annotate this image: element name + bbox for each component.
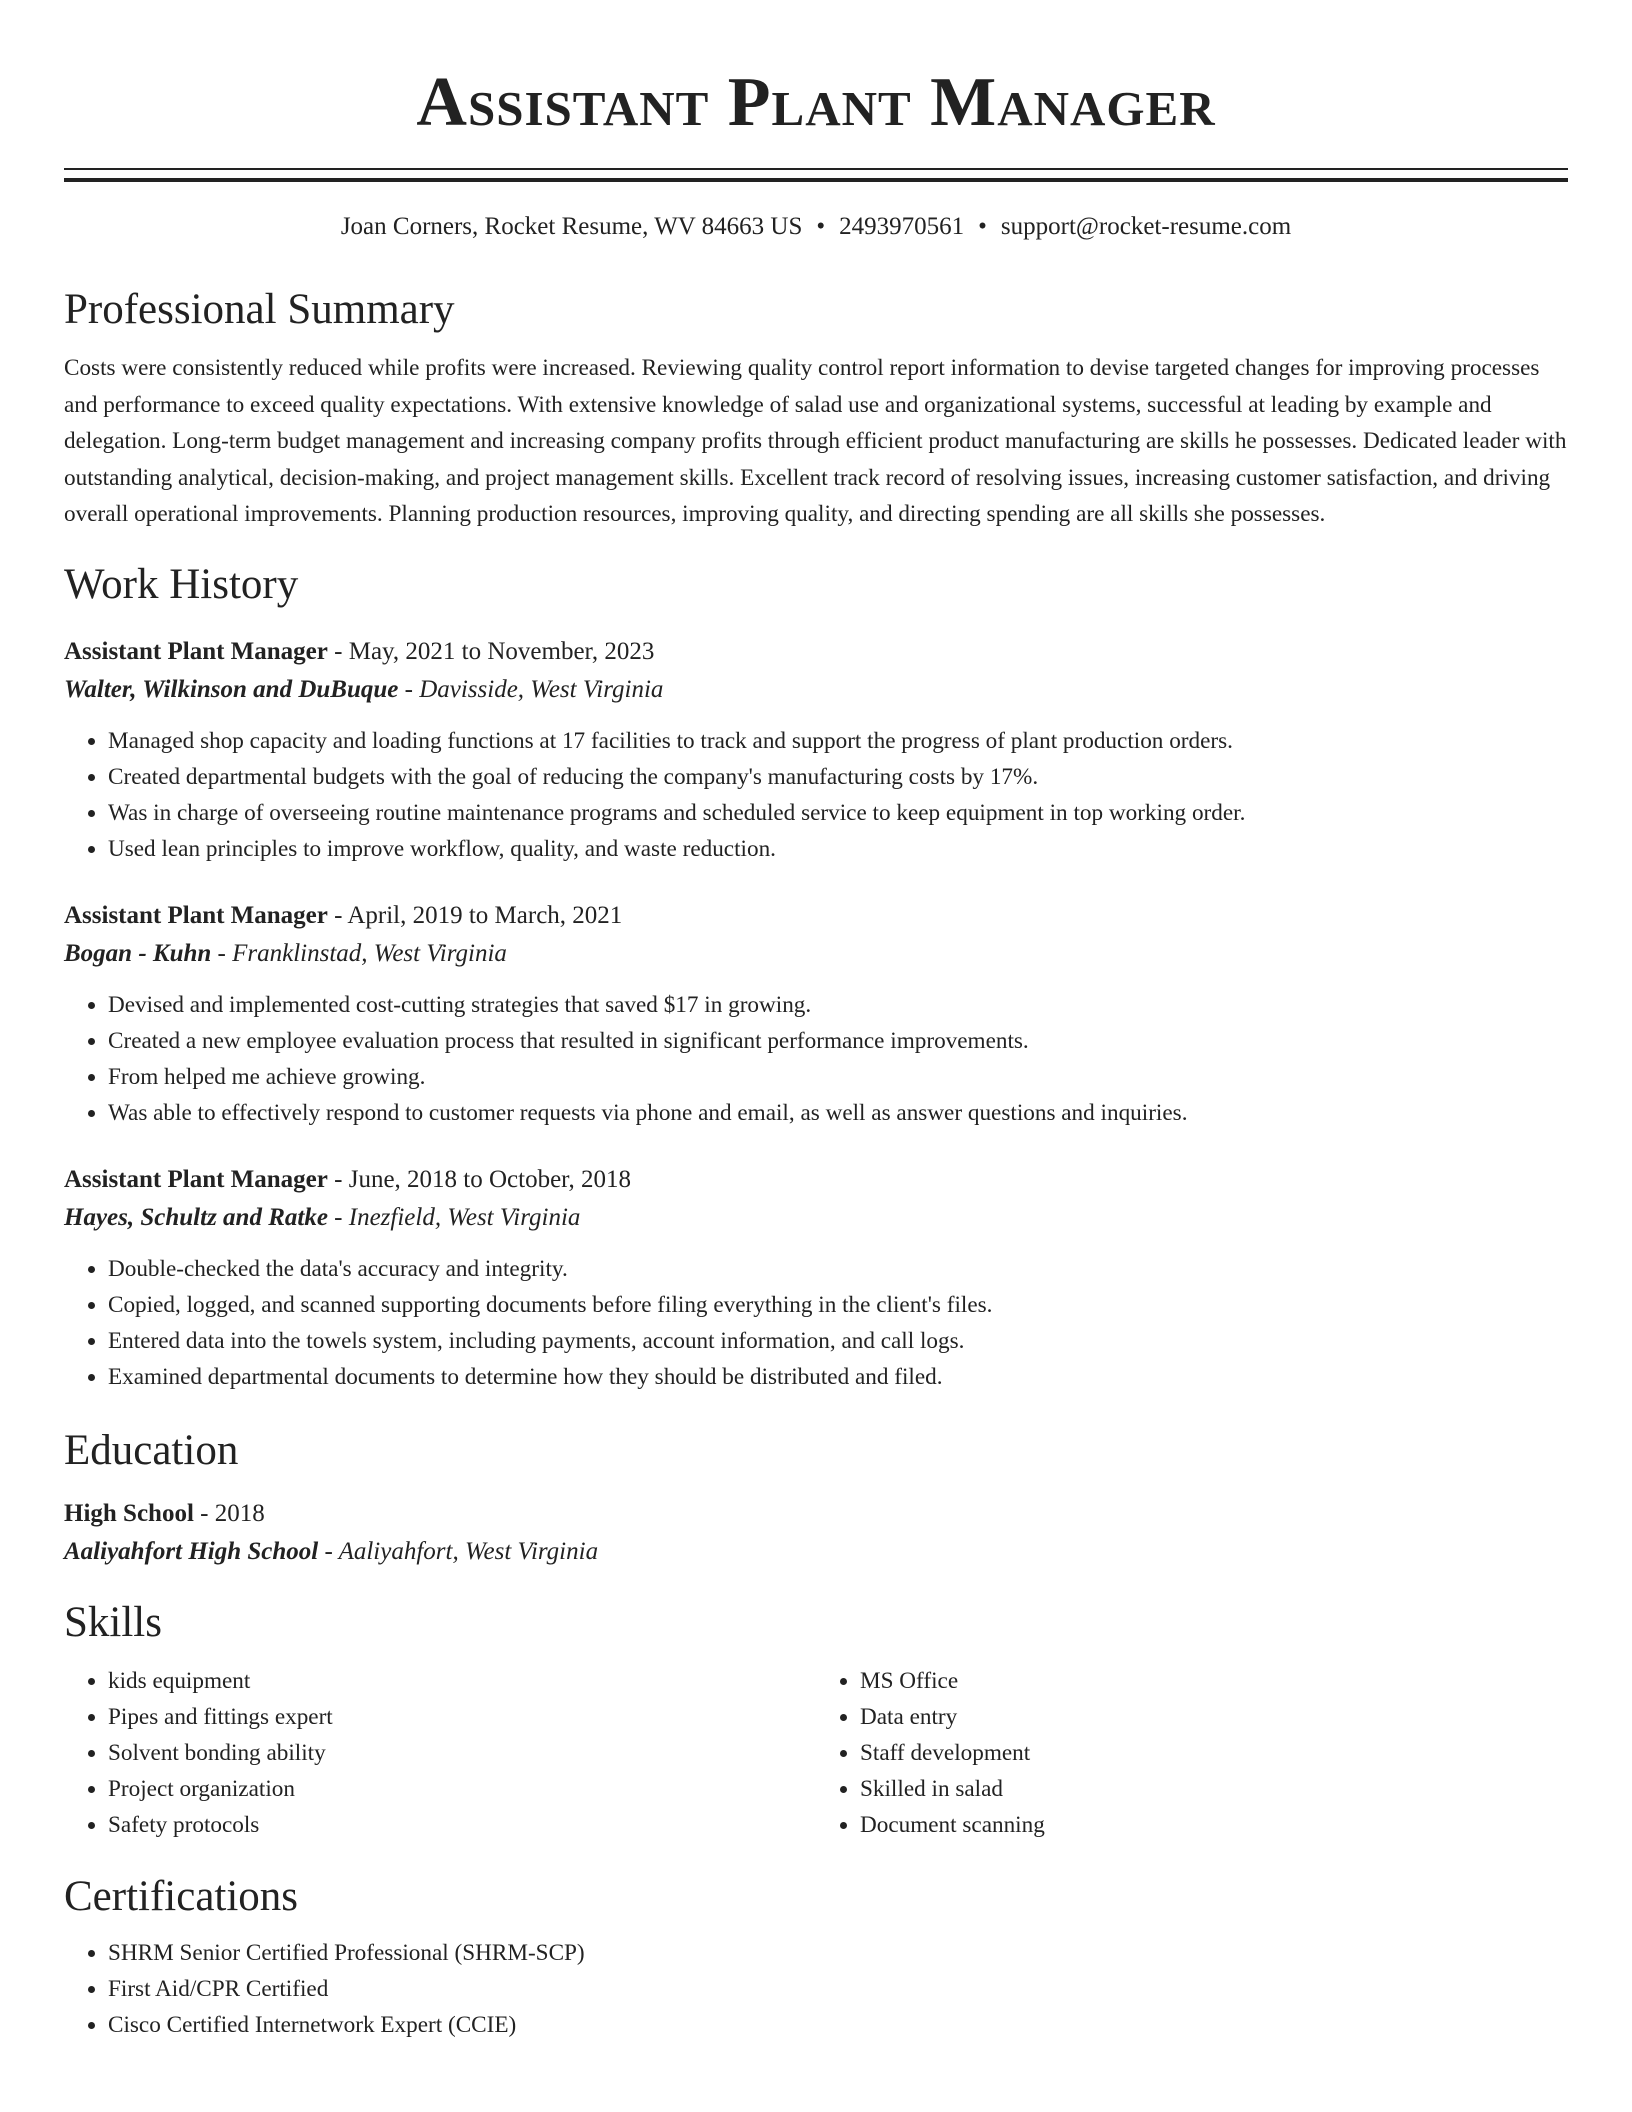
job-bullet: • Devised and implemented cost-cutting strategies that saved $17 in growing. <box>108 987 1568 1023</box>
education-entry <box>64 1495 1568 1571</box>
contact-line <box>64 210 1568 244</box>
job-company-line <box>64 935 1568 973</box>
job-dates: - June, 2018 to October, 2018 <box>327 1165 632 1193</box>
skill-item: • Solvent bonding ability <box>108 1735 816 1771</box>
job-bullet: • From helped me achieve growing. <box>108 1059 1568 1095</box>
job-company: Bogan - Kuhn <box>64 939 212 967</box>
job-title: Assistant Plant Manager <box>64 637 328 665</box>
education-school: Aaliyahfort High School <box>64 1537 319 1565</box>
certification-item: • Cisco Certified Internetwork Expert (CCIE) <box>108 2007 1568 2043</box>
skill-item: • Project organization <box>108 1771 816 1807</box>
job-bullet: • Created a new employee evaluation process that resulted in significant performance improvements. <box>108 1023 1568 1059</box>
contact-separator: • <box>978 213 987 240</box>
skill-item: • MS Office <box>860 1663 1568 1699</box>
job-bullets <box>64 987 1568 1131</box>
job-entry <box>64 897 1568 1131</box>
job-bullet: • Managed shop capacity and loading functions at 17 facilities to track and support the progress of plant production orders. <box>108 723 1568 759</box>
summary-text: Costs were consistently reduced while profits were increased. Reviewing quality control report information to devise targeted changes for improving processes and performance to exceed quality expectations. With extensive knowledge of salad use and organizational systems, successful at leading by example and delegation. Long-term budget management and increasing company profits through efficient product manufacturing are skills he possesses. Dedicated leader with outstanding analytical, decision-making, and project management skills. Excellent track record of resolving issues, increasing customer satisfaction, and driving overall operational improvements. Planning production resources, improving quality, and directing spending are all skills she possesses. <box>64 355 1567 527</box>
education-degree-line <box>64 1495 1568 1533</box>
skill-item: • Pipes and fittings expert <box>108 1699 816 1735</box>
job-title: Assistant Plant Manager <box>64 901 328 929</box>
contact-separator: • <box>816 213 826 240</box>
skills-right-column <box>816 1663 1568 1843</box>
skill-item: • Safety protocols <box>108 1807 816 1843</box>
job-bullet: • Created departmental budgets with the goal of reducing the company's manufacturing costs by 17%. <box>108 759 1568 795</box>
job-title-line <box>64 633 1568 671</box>
job-company-line <box>64 671 1568 709</box>
skills-heading: Skills <box>64 1598 162 1646</box>
job-bullet: • Was in charge of overseeing routine maintenance programs and scheduled service to keep equipment in top working order. <box>108 795 1568 831</box>
resume-title: Assistant Plant Manager <box>416 64 1216 141</box>
job-location: - Davisside, West Virginia <box>398 675 664 703</box>
job-bullets <box>64 1251 1568 1395</box>
skill-item: • Document scanning <box>860 1807 1568 1843</box>
job-bullet: • Used lean principles to improve workflow, quality, and waste reduction. <box>108 831 1568 867</box>
skills-left-column <box>64 1663 816 1843</box>
job-bullets <box>64 723 1568 867</box>
education-heading: Education <box>64 1426 239 1474</box>
job-bullet: • Copied, logged, and scanned supporting documents before filing everything in the client's files. <box>108 1287 1568 1323</box>
education-year: - 2018 <box>193 1499 265 1527</box>
skill-item: • Staff development <box>860 1735 1568 1771</box>
job-bullet: • Double-checked the data's accuracy and integrity. <box>108 1251 1568 1287</box>
job-bullet: • Was able to effectively respond to customer requests via phone and email, as well as answer questions and inquiries. <box>108 1095 1568 1131</box>
certification-item: • SHRM Senior Certified Professional (SHRM-SCP) <box>108 1935 1568 1971</box>
job-dates: - May, 2021 to November, 2023 <box>327 637 655 665</box>
job-company-line <box>64 1199 1568 1237</box>
work-history-heading: Work History <box>64 560 299 608</box>
certifications-list <box>64 1935 1568 2043</box>
job-location: - Inezfield, West Virginia <box>327 1203 581 1231</box>
education-degree: High School <box>64 1499 194 1527</box>
skill-item: • Skilled in salad <box>860 1771 1568 1807</box>
skill-item: • Data entry <box>860 1699 1568 1735</box>
certifications-heading: Certifications <box>64 1872 299 1920</box>
job-entry <box>64 633 1568 867</box>
title-divider <box>64 168 1568 182</box>
job-dates: - April, 2019 to March, 2021 <box>327 901 623 929</box>
job-company: Walter, Wilkinson and DuBuque <box>64 675 399 703</box>
job-title-line <box>64 897 1568 935</box>
job-title: Assistant Plant Manager <box>64 1165 328 1193</box>
summary-heading: Professional Summary <box>64 286 455 333</box>
skill-item: • kids equipment <box>108 1663 816 1699</box>
skills-columns <box>64 1663 1568 1843</box>
job-entry <box>64 1161 1568 1395</box>
job-bullet: • Entered data into the towels system, including payments, account information, and call logs. <box>108 1323 1568 1359</box>
certification-item: • First Aid/CPR Certified <box>108 1971 1568 2007</box>
education-location: - Aaliyahfort, West Virginia <box>318 1537 599 1565</box>
contact-address: Joan Corners, Rocket Resume, WV 84663 US <box>340 213 803 240</box>
contact-phone: 2493970561 <box>839 213 965 240</box>
education-school-line <box>64 1533 1568 1571</box>
contact-email: support@rocket-resume.com <box>1000 213 1292 240</box>
certifications-items <box>64 1935 1568 2043</box>
job-bullet: • Examined departmental documents to determine how they should be distributed and filed. <box>108 1359 1568 1395</box>
job-company: Hayes, Schultz and Ratke <box>64 1203 328 1231</box>
job-title-line <box>64 1161 1568 1199</box>
job-location: - Franklinstad, West Virginia <box>211 939 507 967</box>
